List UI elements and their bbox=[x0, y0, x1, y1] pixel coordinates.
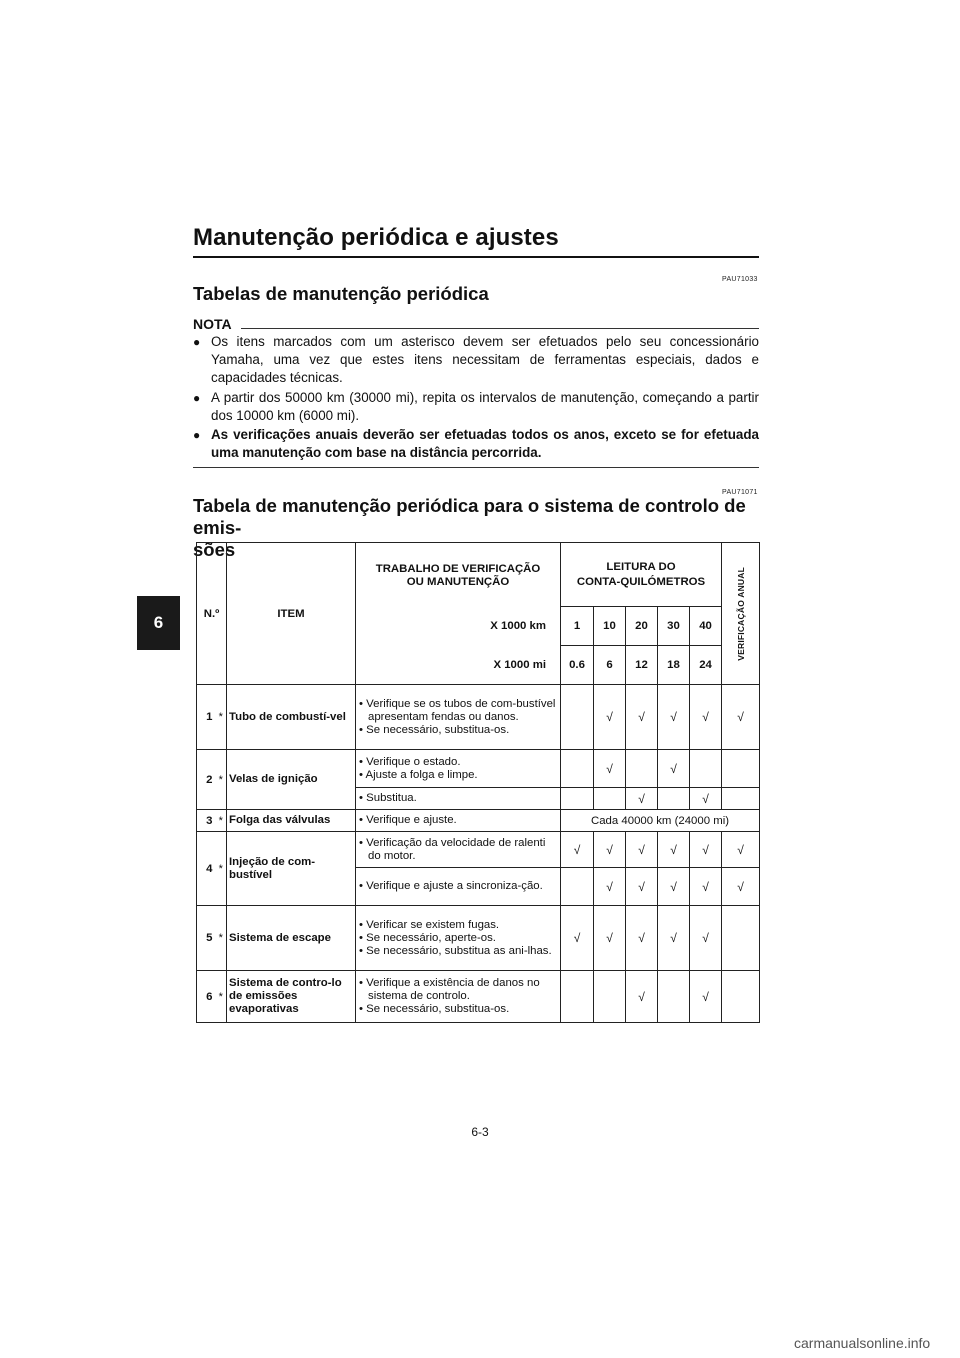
check-cell: √ bbox=[594, 868, 626, 906]
check-cell bbox=[594, 788, 626, 810]
row-item: Injeção de com-bustível bbox=[227, 832, 356, 906]
header-mi: 12 bbox=[626, 646, 658, 685]
bullet-icon: ● bbox=[193, 428, 201, 443]
table-row bbox=[197, 810, 760, 832]
chapter-tab: 6 bbox=[137, 596, 180, 650]
table-row bbox=[197, 750, 760, 788]
check-cell bbox=[722, 750, 760, 788]
row-item: Sistema de escape bbox=[227, 906, 356, 971]
nota-list bbox=[193, 333, 759, 463]
row-number: 3 bbox=[197, 810, 216, 832]
check-cell bbox=[561, 788, 594, 810]
row-number: 5 bbox=[197, 906, 216, 971]
check-cell bbox=[626, 750, 658, 788]
nota-item: ● Os itens marcados com um asterisco devem ser efetuados pelo seu concessionário Yamaha, uma vez que estes itens necessitam de ferramentas especiais, dados e capacidades técnicas. bbox=[193, 334, 759, 386]
check-cell: √ bbox=[722, 868, 760, 906]
check-cell: √ bbox=[690, 868, 722, 906]
row-number: 6 bbox=[197, 971, 216, 1023]
page-number: 6-3 bbox=[471, 1125, 489, 1139]
header-mi-unit: X 1000 mi bbox=[356, 646, 561, 685]
check-cell: √ bbox=[594, 906, 626, 971]
watermark: carmanualsonline.info bbox=[794, 1335, 931, 1351]
check-cell bbox=[690, 750, 722, 788]
header-km: 20 bbox=[626, 607, 658, 646]
section-heading: Tabela de manutenção periódica para o sistema de controlo de emis- sões bbox=[193, 495, 746, 560]
header-item: ITEM bbox=[227, 543, 356, 685]
row-work: • Verifique e ajuste. bbox=[356, 810, 561, 832]
header-mi: 6 bbox=[594, 646, 626, 685]
header-km: 10 bbox=[594, 607, 626, 646]
check-cell: √ bbox=[626, 868, 658, 906]
check-cell bbox=[594, 971, 626, 1023]
check-cell bbox=[561, 750, 594, 788]
check-cell: √ bbox=[658, 685, 690, 750]
check-cell: √ bbox=[658, 750, 690, 788]
check-cell bbox=[658, 788, 690, 810]
check-cell: √ bbox=[690, 788, 722, 810]
nota-divider bbox=[241, 328, 759, 329]
interval-text: Cada 40000 km (24000 mi) bbox=[561, 810, 760, 832]
row-work: • Verificar se existem fugas. • Se necessário, aperte-os. • Se necessário, substitua as ani-lhas. bbox=[356, 906, 561, 971]
row-work: • Verifique o estado. • Ajuste a folga e limpe. bbox=[356, 750, 561, 788]
asterisk: * bbox=[216, 685, 227, 750]
asterisk: * bbox=[216, 832, 227, 906]
row-number: 1 bbox=[197, 685, 216, 750]
check-cell: √ bbox=[690, 832, 722, 868]
check-cell bbox=[561, 971, 594, 1023]
check-cell: √ bbox=[658, 906, 690, 971]
page-title: Manutenção periódica e ajustes bbox=[193, 224, 759, 258]
check-cell: √ bbox=[626, 832, 658, 868]
table-row bbox=[197, 971, 760, 1023]
asterisk: * bbox=[216, 971, 227, 1023]
asterisk: * bbox=[216, 906, 227, 971]
check-cell: √ bbox=[658, 868, 690, 906]
check-cell: √ bbox=[626, 971, 658, 1023]
check-cell: √ bbox=[690, 971, 722, 1023]
nota-item: ● As verificações anuais deverão ser efetuadas todos os anos, exceto se for efetuada uma manutenção com base na distância percorrida. bbox=[193, 427, 759, 461]
nota-label: NOTA bbox=[193, 316, 232, 332]
table-row bbox=[197, 832, 760, 868]
row-item: Velas de ignição bbox=[227, 750, 356, 810]
check-cell: √ bbox=[626, 788, 658, 810]
check-cell: √ bbox=[594, 685, 626, 750]
row-number: 4 bbox=[197, 832, 216, 906]
header-km: 1 bbox=[561, 607, 594, 646]
asterisk: * bbox=[216, 750, 227, 810]
check-cell: √ bbox=[594, 750, 626, 788]
row-item: Folga das válvulas bbox=[227, 810, 356, 832]
check-cell: √ bbox=[722, 685, 760, 750]
check-cell bbox=[658, 971, 690, 1023]
header-mi: 24 bbox=[690, 646, 722, 685]
header-no: N.º bbox=[197, 543, 227, 685]
header-reading: LEITURA DO CONTA-QUILÓMETROS bbox=[561, 543, 722, 607]
row-item: Sistema de contro-lo de emissões evaporativas bbox=[227, 971, 356, 1023]
check-cell bbox=[722, 788, 760, 810]
row-number: 2 bbox=[197, 750, 216, 810]
row-work: • Verifique e ajuste a sincroniza-ção. bbox=[356, 868, 561, 906]
check-cell: √ bbox=[658, 832, 690, 868]
header-mi: 0.6 bbox=[561, 646, 594, 685]
row-work: • Verifique a existência de danos no sistema de controlo. • Se necessário, substitua-os. bbox=[356, 971, 561, 1023]
check-cell bbox=[561, 868, 594, 906]
nota-divider-bottom bbox=[193, 467, 759, 468]
row-work: • Verifique se os tubos de com-bustível apresentam fendas ou danos. • Se necessário, substitua-os. bbox=[356, 685, 561, 750]
section-heading: Tabelas de manutenção periódica bbox=[193, 283, 489, 304]
header-annual: VERIFICAÇÃO ANUAL bbox=[722, 543, 760, 685]
section-code: PAU71033 bbox=[722, 276, 758, 283]
table-row bbox=[197, 685, 760, 750]
maintenance-table bbox=[196, 542, 760, 1023]
check-cell bbox=[561, 685, 594, 750]
check-cell: √ bbox=[722, 832, 760, 868]
row-item: Tubo de combustí-vel bbox=[227, 685, 356, 750]
header-km-unit: X 1000 km bbox=[356, 607, 561, 646]
header-km: 30 bbox=[658, 607, 690, 646]
check-cell: √ bbox=[561, 906, 594, 971]
bullet-icon: ● bbox=[193, 335, 201, 349]
check-cell: √ bbox=[626, 906, 658, 971]
row-work: • Substitua. bbox=[356, 788, 561, 810]
nota-item: ● A partir dos 50000 km (30000 mi), repita os intervalos de manutenção, começando a partir dos 10000 km (6000 mi). bbox=[193, 389, 759, 423]
header-mi: 18 bbox=[658, 646, 690, 685]
check-cell: √ bbox=[690, 685, 722, 750]
check-cell: √ bbox=[690, 906, 722, 971]
check-cell: √ bbox=[561, 832, 594, 868]
header-km: 40 bbox=[690, 607, 722, 646]
header-work: TRABALHO DE VERIFICAÇÃO OU MANUTENÇÃO bbox=[356, 543, 561, 607]
bullet-icon: ● bbox=[193, 390, 201, 405]
nota-header bbox=[193, 316, 759, 334]
table-row bbox=[197, 906, 760, 971]
row-work: • Verificação da velocidade de ralenti do motor. bbox=[356, 832, 561, 868]
check-cell bbox=[722, 971, 760, 1023]
check-cell: √ bbox=[594, 832, 626, 868]
section-code: PAU71071 bbox=[722, 489, 758, 496]
asterisk: * bbox=[216, 810, 227, 832]
check-cell bbox=[722, 906, 760, 971]
check-cell: √ bbox=[626, 685, 658, 750]
